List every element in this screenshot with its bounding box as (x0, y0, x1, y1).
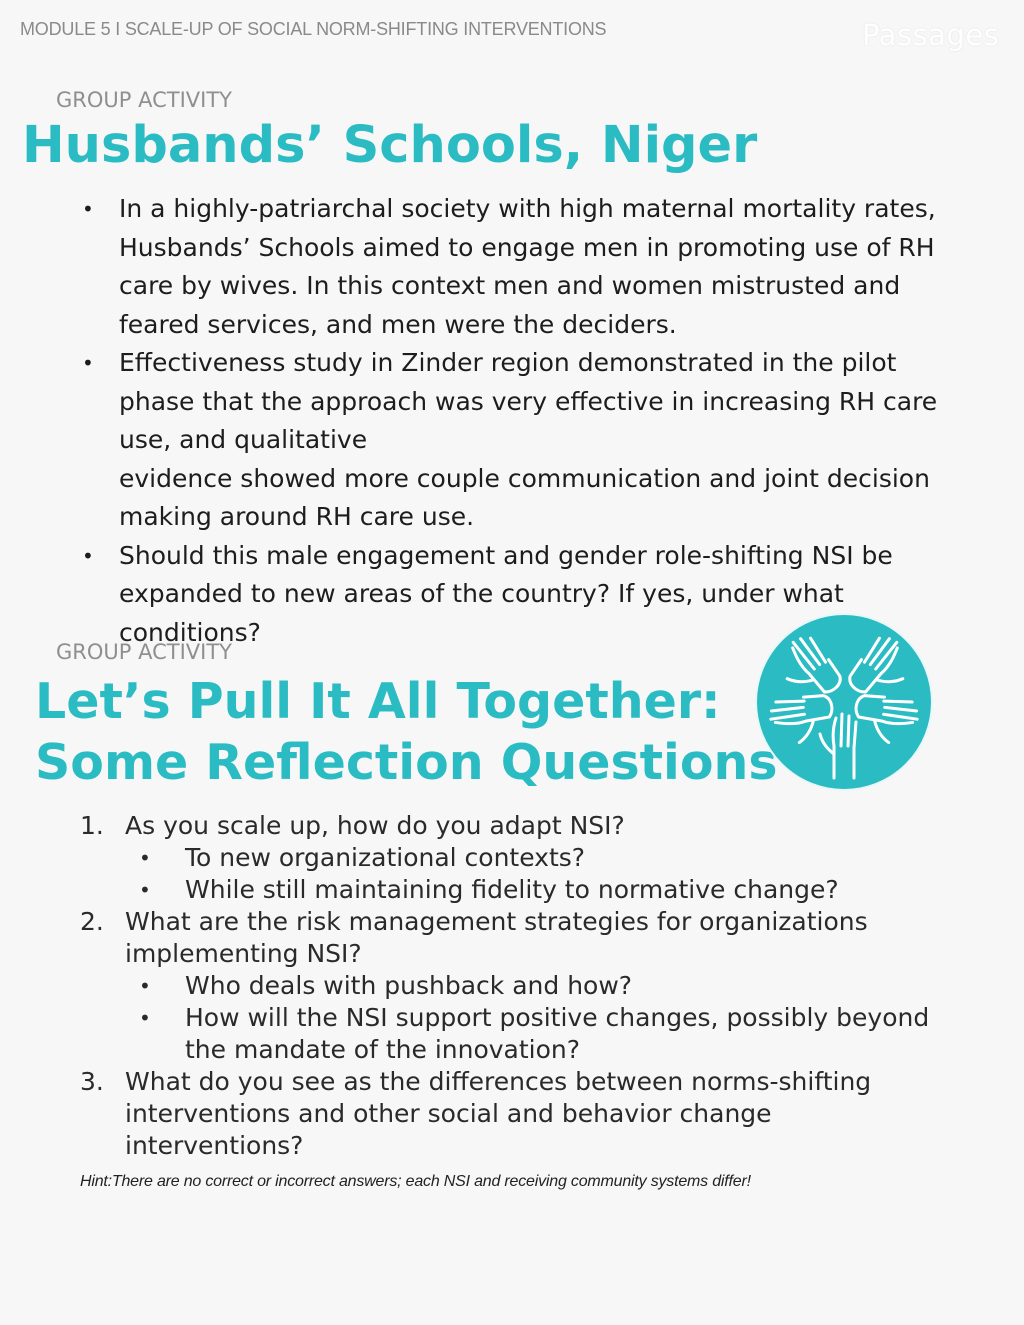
sub-question-text: How will the NSI support positive changes, possibly beyond (185, 1003, 930, 1032)
bullet-line: care by wives. In this context men and women mistrusted and (119, 271, 901, 300)
sub-question-text: the mandate of the innovation? (185, 1035, 581, 1064)
sub-question-item (125, 874, 980, 906)
bullet-line: evidence showed more couple communication and joint decision (119, 463, 930, 493)
reflection-questions-list (80, 810, 980, 1162)
question-number: 2. (80, 907, 104, 936)
group-activity-kicker-2: GROUP ACTIVITY (56, 640, 232, 664)
question-text: What are the risk management strategies for organizations (125, 907, 868, 936)
bullet-line: In a highly-patriarchal society with high maternal mortality rates, (119, 194, 936, 223)
sub-question-item (125, 842, 980, 874)
sub-question-item (125, 1002, 980, 1066)
hint-text: Hint:There are no correct or incorrect answers; each NSI and receiving community systems differ! (80, 1173, 751, 1190)
page-title-husbands-schools: Husbands’ Schools, Niger (22, 116, 758, 175)
hands-together-icon (754, 612, 934, 792)
reflection-title-line-1: Let’s Pull It All Together: (35, 673, 721, 730)
bullet-item-context (82, 190, 952, 344)
sub-question-text: Who deals with pushback and how? (185, 971, 633, 1000)
sub-question-text: To new organizational contexts? (185, 843, 586, 872)
module-header-title: MODULE 5 I SCALE-UP OF SOCIAL NORM-SHIFTING INTERVENTIONS (20, 19, 607, 39)
question-text: As you scale up, how do you adapt NSI? (125, 811, 625, 840)
sub-question-item (125, 970, 980, 1002)
bullet-line: Should this male engagement and gender role-shifting NSI be (119, 540, 893, 570)
question-item-3 (80, 1066, 980, 1162)
bullet-dot-icon: • (139, 1006, 151, 1030)
bullet-line: use, and qualitative (119, 425, 368, 454)
question-number: 3. (80, 1067, 104, 1096)
bullet-line: making around RH care use. (119, 502, 475, 531)
bullet-line: expanded to new areas of the country? If yes, under what (119, 579, 844, 608)
bullet-line: Effectiveness study in Zinder region demonstrated in the pilot (119, 348, 897, 377)
sub-question-list (125, 842, 980, 906)
bullet-dot-icon: • (82, 197, 94, 221)
bullet-line: Husbands’ Schools aimed to engage men in promoting use of RH (119, 232, 935, 262)
bullet-item-effectiveness (82, 344, 952, 537)
reflection-title-line-2: Some Reflection Questions (35, 734, 778, 791)
sub-question-list (125, 970, 980, 1066)
bullet-dot-icon: • (139, 846, 151, 870)
bullet-dot-icon: • (82, 543, 94, 568)
sub-question-text: While still maintaining fidelity to normative change? (185, 875, 839, 904)
question-number: 1. (80, 811, 104, 840)
husbands-schools-bullet-list (82, 190, 952, 652)
question-text: interventions? (125, 1131, 304, 1160)
bullet-dot-icon: • (82, 351, 94, 375)
question-text: What do you see as the differences between norms-shifting (125, 1067, 872, 1096)
question-text: implementing NSI? (125, 939, 362, 968)
question-item-1 (80, 810, 980, 906)
bullet-line: phase that the approach was very effective in increasing RH care (119, 386, 938, 416)
group-activity-kicker-1: GROUP ACTIVITY (56, 88, 232, 112)
bullet-dot-icon: • (139, 974, 151, 998)
bullet-line: feared services, and men were the deciders. (119, 309, 677, 339)
question-text: interventions and other social and behavior change (125, 1099, 772, 1128)
question-item-2 (80, 906, 980, 1066)
bullet-dot-icon: • (139, 878, 151, 902)
passages-logo: Passages (862, 18, 1000, 52)
bullet-line: conditions? (119, 617, 261, 647)
